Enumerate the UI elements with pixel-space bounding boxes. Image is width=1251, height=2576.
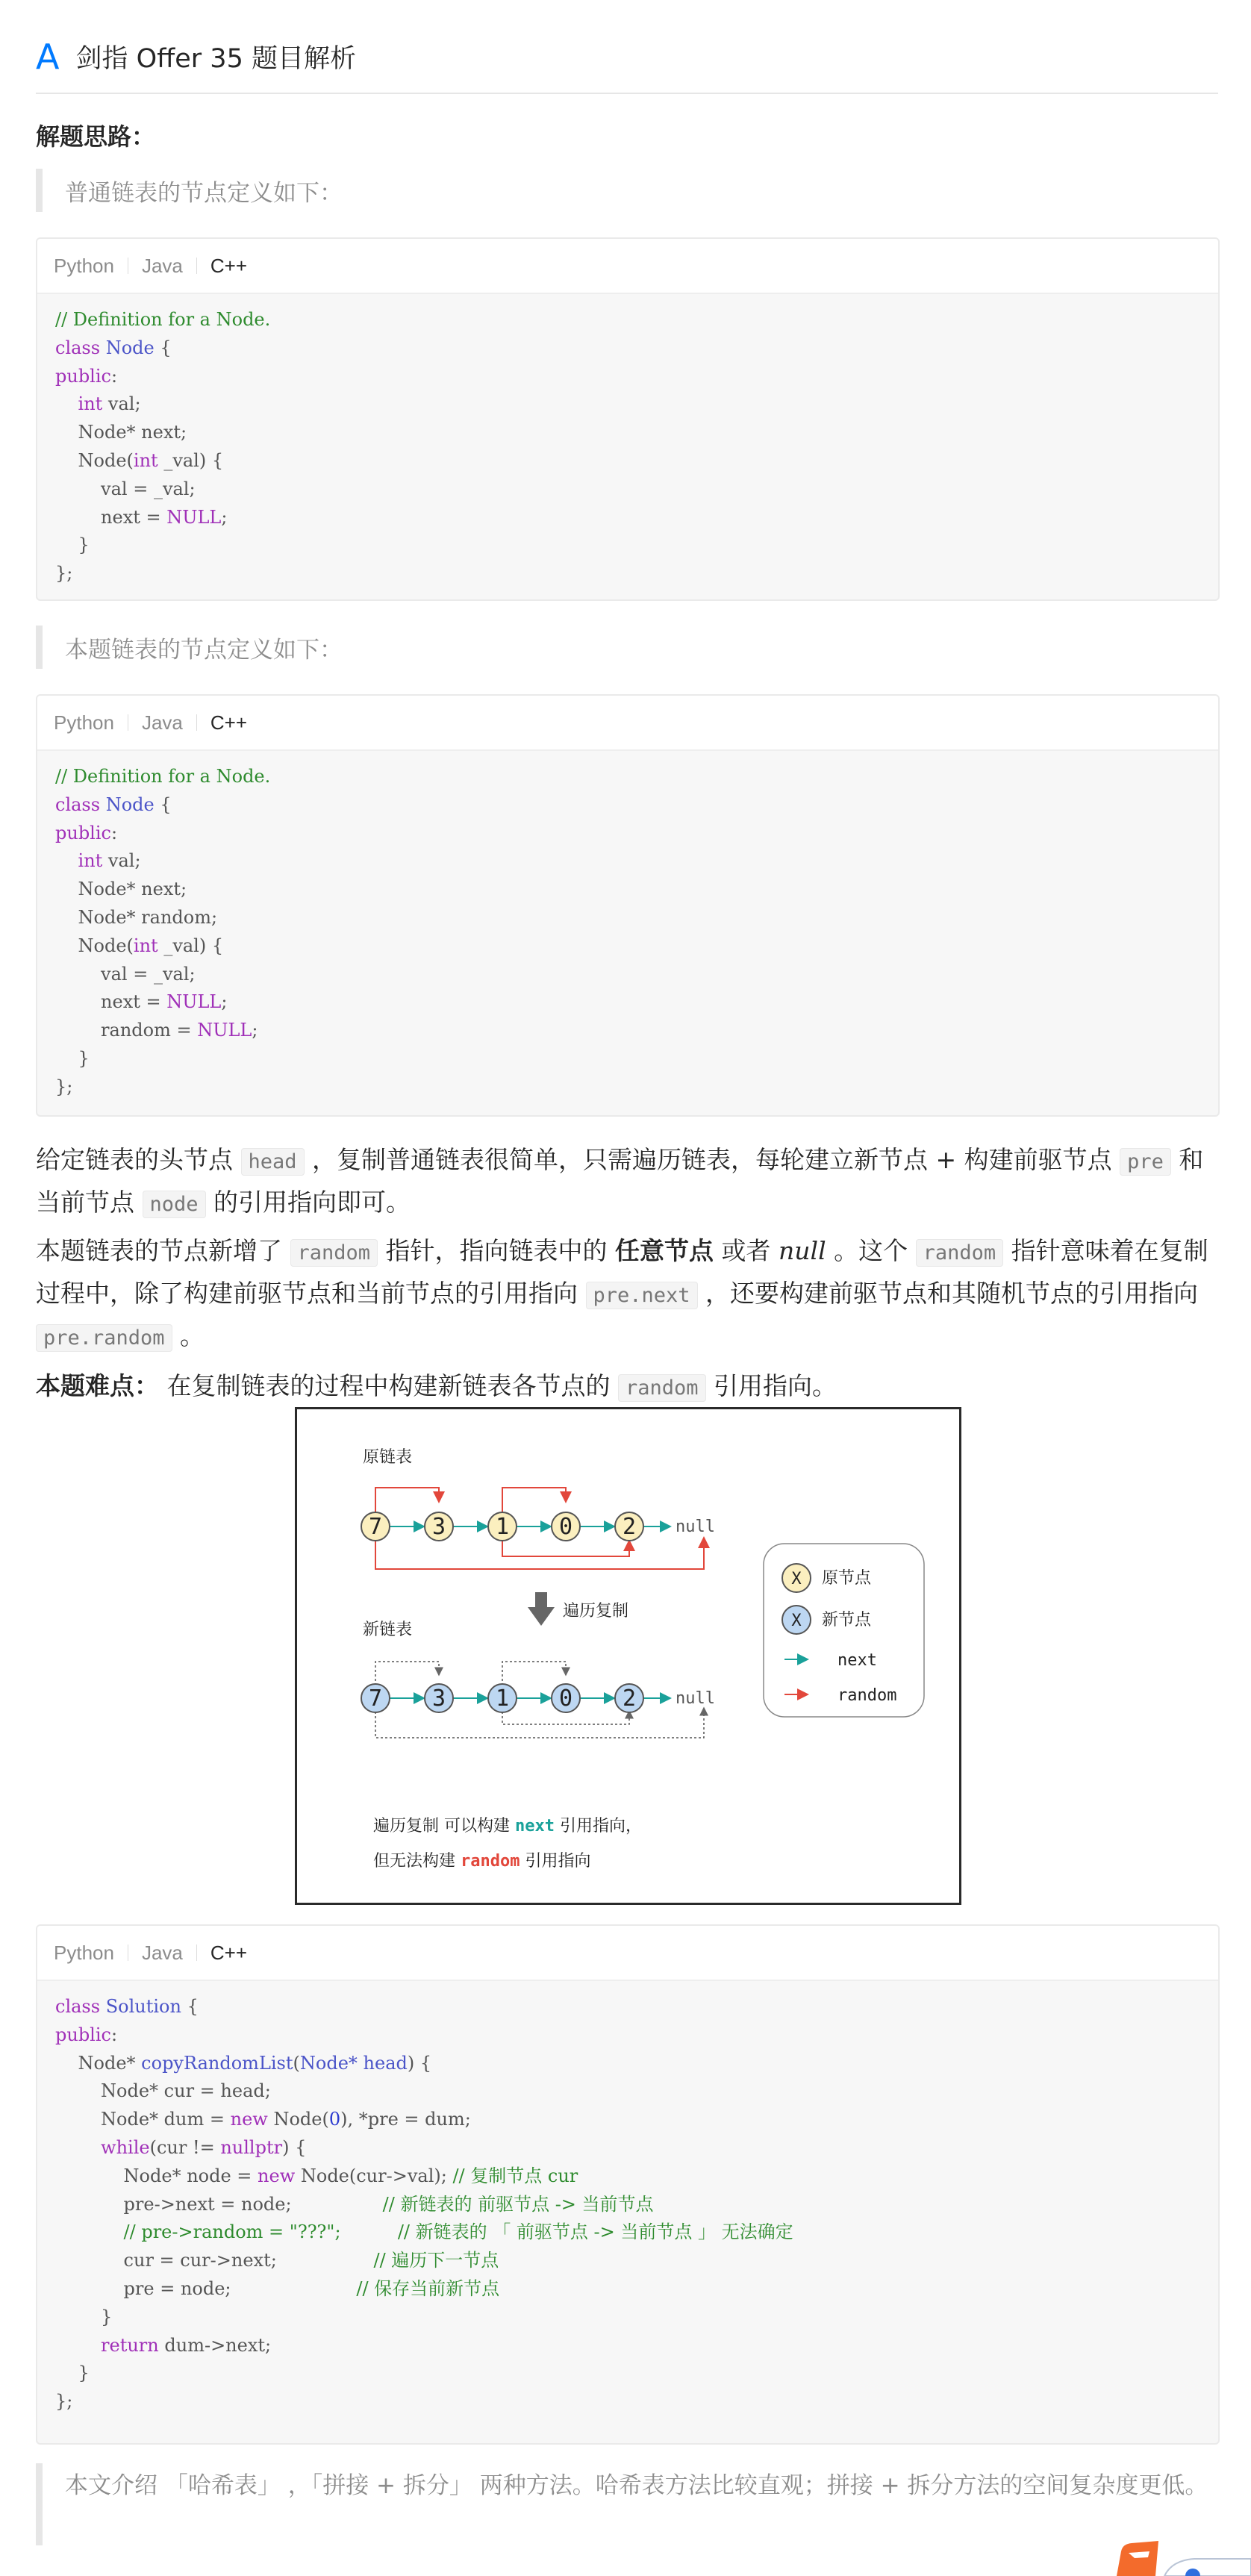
quote-normal-node-def — [36, 169, 1218, 212]
section-title: 解题思路： — [36, 122, 156, 151]
inline-code: node — [143, 1191, 206, 1218]
tab-cpp[interactable]: C++ — [210, 1941, 248, 1964]
code-content: // Definition for a Node. class Node { public: int val; Node* next; Node* random; Node(int _val) { val = _val; next = NULL; random = NULL; } }; — [55, 766, 271, 1097]
diagram-svg — [297, 1409, 959, 1903]
page-title: 剑指 Offer 35 题目解析 — [75, 44, 356, 74]
tab-java[interactable]: Java — [141, 711, 183, 734]
node-original — [552, 1512, 580, 1541]
svg-text:X: X — [791, 1612, 802, 1630]
inline-code: pre — [1120, 1148, 1171, 1176]
page-header — [36, 21, 1218, 94]
svg-text:7: 7 — [368, 1685, 383, 1712]
svg-text:1: 1 — [495, 1685, 510, 1712]
tab-python[interactable]: Python — [54, 1941, 114, 1964]
quote-text: 普通链表的节点定义如下： — [65, 179, 343, 207]
code-block-random-node — [36, 694, 1220, 1117]
svg-text:0: 0 — [558, 1685, 573, 1712]
node-new — [488, 1684, 517, 1712]
logo-icon: A — [36, 37, 60, 77]
code-content: class Solution { public: Node* copyRandomList(Node* head) { Node* cur = head; Node* dum = new Node(0), *pre = dum; while(cur != nullptr) { Node* node = new Node(cur->val); // 复制节点 cur pre->next = node; // 新链表的 前驱节点 -> 当前节点 // pre->random = "???"; // 新链表的 「 前驱节点 -> 当前节点 」 无法确定 cur = cur->next; // 遍历下一节点 pre = node; // 保存当前新节点 } return dum->next; } }; — [55, 1996, 793, 2413]
svg-text:7: 7 — [368, 1514, 383, 1540]
tab-java[interactable]: Java — [141, 254, 183, 277]
paragraph-random-pointer: 本题链表的节点新增了 random 指针，指向链表中的 任意节点 或者 null 。这个 random 指针意味着在复制过程中，除了构建前驱节点和当前节点的引用指向 pre.next ，还要构建前驱节点和其随机节点的引用指向 pre.random 。 — [36, 1236, 1208, 1350]
inline-code: random — [618, 1374, 706, 1402]
node-original — [488, 1512, 517, 1541]
node-new — [425, 1684, 453, 1712]
node-original — [361, 1512, 390, 1541]
label-original-list: 原链表 — [363, 1448, 413, 1467]
caption-line-1: 遍历复制 可以构建 next 引用指向， — [373, 1817, 642, 1836]
inline-code: head — [241, 1148, 305, 1176]
quote-text: 本题链表的节点定义如下： — [65, 636, 343, 664]
svg-text:3: 3 — [431, 1685, 446, 1712]
node-original — [425, 1512, 453, 1541]
inline-code: pre.random — [36, 1324, 172, 1352]
svg-text:0: 0 — [558, 1514, 573, 1540]
legend-random: random — [837, 1686, 897, 1705]
svg-text:X: X — [791, 1570, 802, 1588]
node-new — [615, 1684, 643, 1712]
code-block-normal-node — [36, 237, 1220, 601]
tab-cpp[interactable]: C++ — [210, 711, 248, 734]
code-tabs — [37, 696, 1218, 751]
node-new — [361, 1684, 390, 1712]
linked-list-diagram — [295, 1407, 961, 1905]
paragraph-intro: 给定链表的头节点 head ，复制普通链表很简单，只需遍历链表，每轮建立新节点 + 构建前驱节点 pre 和当前节点 node 的引用指向即可。 — [36, 1145, 1204, 1217]
node-original — [615, 1512, 643, 1541]
null-label-original: null — [676, 1518, 715, 1536]
node-new — [552, 1684, 580, 1712]
tab-cpp[interactable]: C++ — [210, 254, 248, 277]
quote-summary — [36, 2463, 1218, 2545]
tab-python[interactable]: Python — [54, 711, 114, 734]
caption-line-2: 但无法构建 random 引用指向 — [373, 1852, 591, 1871]
floating-widget[interactable] — [1112, 2538, 1251, 2576]
code-tabs — [37, 1926, 1218, 1981]
traverse-down-arrow-icon — [528, 1592, 555, 1626]
paragraph-difficulty: 本题难点： 在复制链表的过程中构建新链表各节点的 random 引用指向。 — [36, 1371, 837, 1400]
quote-this-node-def — [36, 626, 1218, 669]
svg-text:2: 2 — [622, 1514, 637, 1540]
svg-text:1: 1 — [495, 1514, 510, 1540]
tab-java[interactable]: Java — [141, 1941, 183, 1964]
tab-python[interactable]: Python — [54, 254, 114, 277]
inline-code: random — [290, 1239, 378, 1267]
inline-code: random — [916, 1239, 1004, 1267]
legend — [764, 1544, 924, 1717]
code-tabs — [37, 239, 1218, 294]
legend-next: next — [837, 1651, 877, 1670]
quote-text: 本文介绍 「哈希表」 ，「拼接 + 拆分」 两种方法。哈希表方法比较直观；拼接 + 拆分方法的空间复杂度更低。 — [65, 2472, 1208, 2499]
null-label-new: null — [676, 1689, 715, 1708]
label-traverse-copy: 遍历复制 — [563, 1602, 629, 1621]
inline-code: pre.next — [586, 1282, 698, 1309]
legend-original-node: 原节点 — [822, 1569, 872, 1588]
svg-text:3: 3 — [431, 1514, 446, 1540]
legend-new-node: 新节点 — [822, 1611, 872, 1630]
svg-text:2: 2 — [622, 1685, 637, 1712]
label-new-list: 新链表 — [363, 1621, 413, 1639]
code-block-solution — [36, 1924, 1220, 2445]
code-content: // Definition for a Node. class Node { public: int val; Node* next; Node(int _val) { val = _val; next = NULL; } }; — [55, 309, 271, 584]
